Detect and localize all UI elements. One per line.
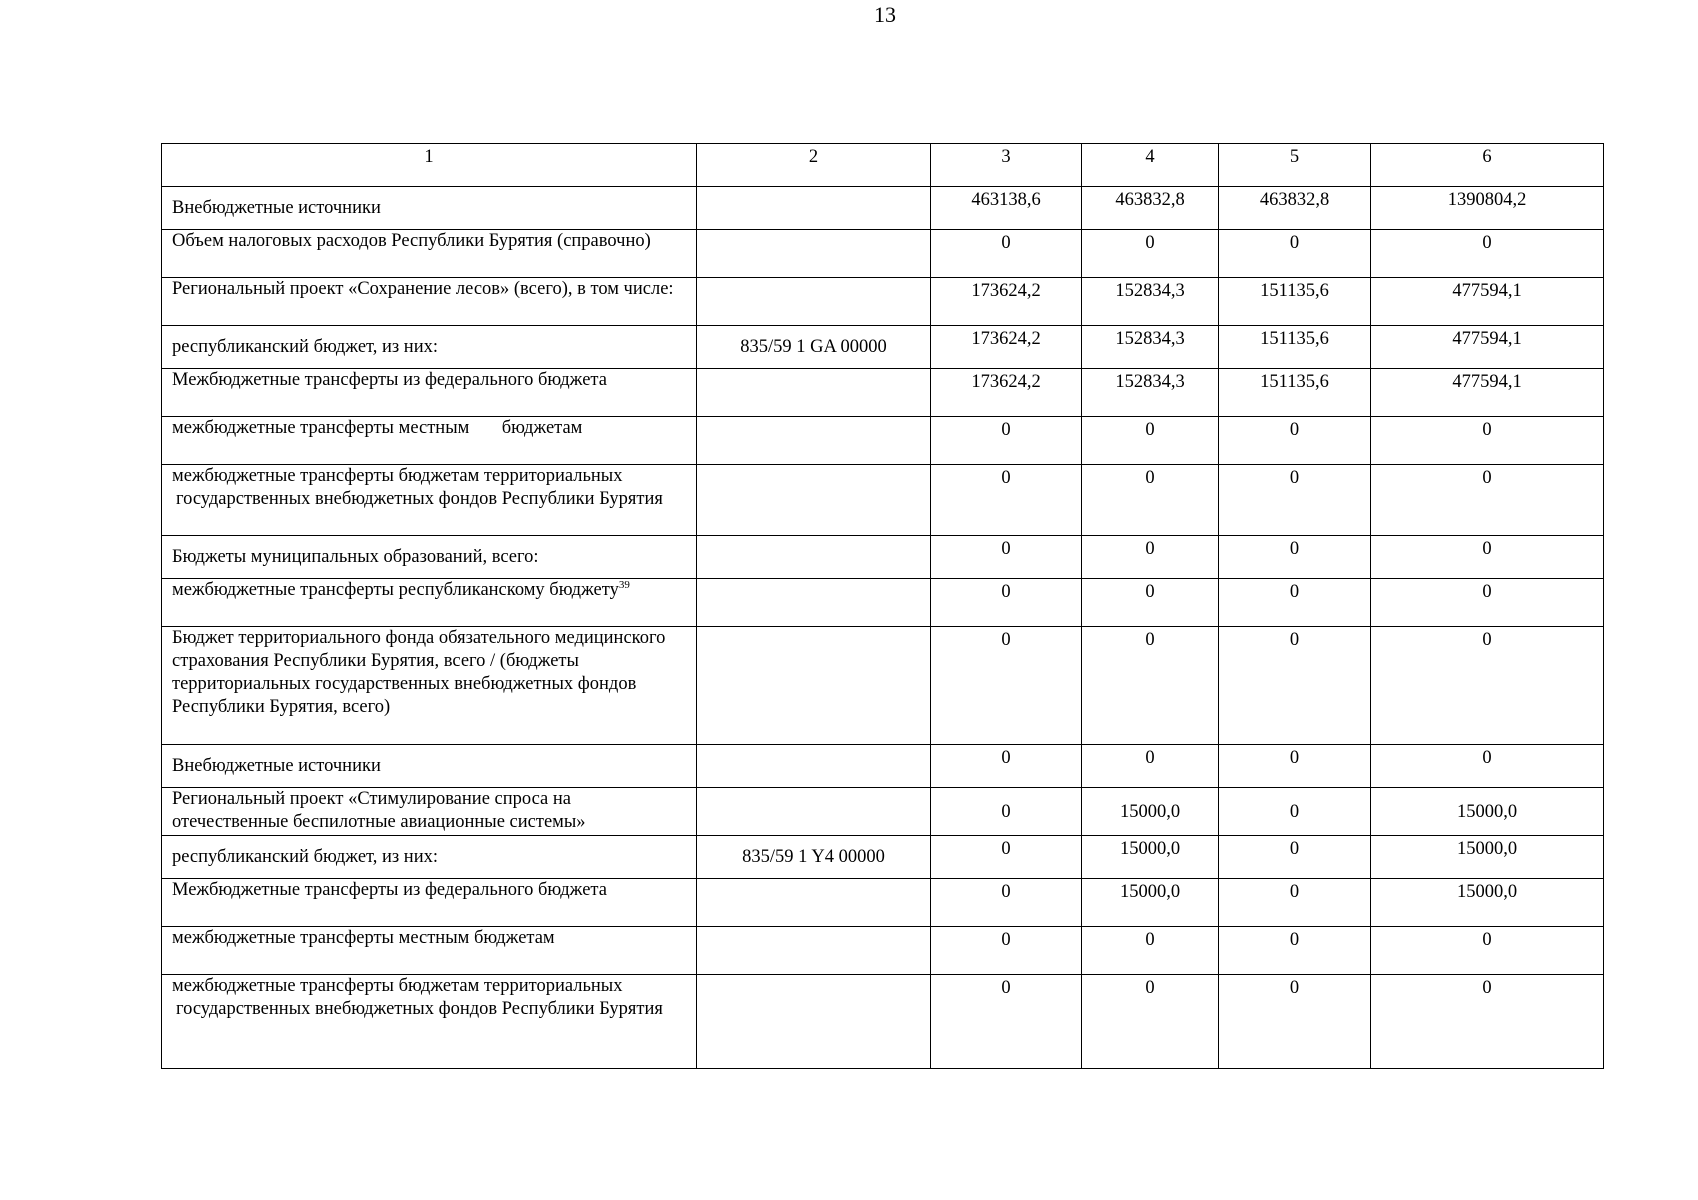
value-cell: 0: [931, 879, 1082, 927]
value-cell: 151135,6: [1219, 369, 1371, 417]
row-code: [697, 975, 931, 1069]
column-header: 2: [697, 144, 931, 187]
row-label: Региональный проект «Сохранение лесов» (всего), в том числе:: [162, 278, 697, 326]
value-cell: 0: [931, 627, 1082, 745]
value-cell: 0: [931, 465, 1082, 536]
row-label-text: межбюджетные трансферты бюджетам территориальных государственных внебюджетных фондов Республики Бурятия: [172, 976, 663, 1019]
table-row: [162, 927, 1604, 975]
value-cell: 477594,1: [1371, 369, 1604, 417]
row-label: Бюджет территориального фонда обязательного медицинского страхования Республики Бурятия, всего / (бюджеты территориальных государственных внебюджетных фондов Республики Бурятия, всего): [162, 627, 697, 745]
value-cell: 0: [931, 417, 1082, 465]
value-cell: 152834,3: [1082, 278, 1219, 326]
table-row: [162, 788, 1604, 836]
value-cell: 15000,0: [1082, 879, 1219, 927]
row-code: [697, 417, 931, 465]
value-cell: 0: [931, 230, 1082, 278]
budget-table: [161, 143, 1604, 1069]
value-cell: 0: [1082, 230, 1219, 278]
row-label: Внебюджетные источники: [162, 187, 697, 230]
row-code: [697, 230, 931, 278]
row-code: [697, 879, 931, 927]
value-cell: 0: [1082, 465, 1219, 536]
row-label: межбюджетные трансферты местным бюджетам: [162, 417, 697, 465]
row-code: [697, 465, 931, 536]
table-row: [162, 536, 1604, 579]
row-code: [697, 627, 931, 745]
value-cell: 0: [1371, 745, 1604, 788]
row-label: Объем налоговых расходов Республики Бурятия (справочно): [162, 230, 697, 278]
value-cell: 0: [1082, 417, 1219, 465]
table-row: [162, 278, 1604, 326]
value-cell: 0: [931, 927, 1082, 975]
row-label: республиканский бюджет, из них:: [162, 836, 697, 879]
table-row: [162, 465, 1604, 536]
value-cell: 0: [1082, 627, 1219, 745]
row-label-text: Межбюджетные трансферты из федерального бюджета: [172, 370, 607, 390]
value-cell: 0: [1371, 536, 1604, 579]
value-cell: 0: [931, 836, 1082, 879]
value-cell: 152834,3: [1082, 369, 1219, 417]
row-label: республиканский бюджет, из них:: [162, 326, 697, 369]
value-cell: 0: [1082, 536, 1219, 579]
row-label: [162, 465, 697, 536]
column-header: 6: [1371, 144, 1604, 187]
value-cell: 151135,6: [1219, 326, 1371, 369]
value-cell: 0: [1371, 927, 1604, 975]
table-row: [162, 836, 1604, 879]
value-cell: 0: [1219, 417, 1371, 465]
value-cell: 0: [1219, 879, 1371, 927]
row-label: Внебюджетные источники: [162, 745, 697, 788]
column-header: 4: [1082, 144, 1219, 187]
value-cell: 0: [1371, 230, 1604, 278]
row-code: [697, 579, 931, 627]
table-row: [162, 187, 1604, 230]
value-cell: 0: [1219, 836, 1371, 879]
value-cell: 0: [931, 536, 1082, 579]
value-cell: 15000,0: [1371, 879, 1604, 927]
table-row: [162, 417, 1604, 465]
footnote-marker: 39: [618, 578, 630, 591]
table-row: [162, 627, 1604, 745]
value-cell: 0: [1219, 788, 1371, 836]
value-cell: 151135,6: [1219, 278, 1371, 326]
value-cell: 15000,0: [1371, 788, 1604, 836]
table-row: [162, 369, 1604, 417]
value-cell: 0: [1219, 536, 1371, 579]
value-cell: 0: [1219, 579, 1371, 627]
value-cell: 0: [1219, 230, 1371, 278]
row-label-words: межбюджетные трансферты республиканскому бюджету: [172, 580, 619, 600]
row-label: [162, 369, 697, 417]
row-label: Бюджеты муниципальных образований, всего:: [162, 536, 697, 579]
value-cell: 477594,1: [1371, 326, 1604, 369]
value-cell: 0: [931, 975, 1082, 1069]
row-label-text: межбюджетные трансферты бюджетам территориальных государственных внебюджетных фондов Республики Бурятия: [172, 466, 663, 509]
table-row: [162, 879, 1604, 927]
value-cell: 0: [1371, 975, 1604, 1069]
table-row: [162, 745, 1604, 788]
value-cell: 0: [931, 788, 1082, 836]
value-cell: 0: [1082, 579, 1219, 627]
row-label: Региональный проект «Стимулирование спроса на отечественные беспилотные авиационные системы»: [162, 788, 697, 836]
header-row: [162, 144, 1604, 187]
row-code: [697, 187, 931, 230]
value-cell: 0: [1371, 417, 1604, 465]
page-number: 13: [874, 2, 896, 27]
value-cell: 15000,0: [1371, 836, 1604, 879]
row-code: [697, 278, 931, 326]
row-label: [162, 579, 697, 627]
row-code: [697, 745, 931, 788]
table-row: [162, 579, 1604, 627]
value-cell: 0: [931, 745, 1082, 788]
value-cell: 0: [1219, 745, 1371, 788]
row-code: [697, 927, 931, 975]
row-code: [697, 788, 931, 836]
value-cell: 0: [931, 579, 1082, 627]
value-cell: 173624,2: [931, 369, 1082, 417]
row-label-text: [172, 579, 688, 602]
value-cell: 0: [1082, 975, 1219, 1069]
value-cell: 1390804,2: [1371, 187, 1604, 230]
row-label: [162, 975, 697, 1069]
row-code: [697, 369, 931, 417]
value-cell: 0: [1371, 627, 1604, 745]
column-header: 1: [162, 144, 697, 187]
row-code: [697, 536, 931, 579]
table-row: [162, 975, 1604, 1069]
value-cell: 0: [1082, 927, 1219, 975]
value-cell: 173624,2: [931, 326, 1082, 369]
row-label-text: Межбюджетные трансферты из федерального бюджета: [172, 880, 607, 900]
value-cell: 15000,0: [1082, 836, 1219, 879]
row-code: 835/59 1 GA 00000: [697, 326, 931, 369]
value-cell: 173624,2: [931, 278, 1082, 326]
value-cell: 0: [1219, 927, 1371, 975]
value-cell: 463832,8: [1219, 187, 1371, 230]
column-header: 3: [931, 144, 1082, 187]
row-label: [162, 879, 697, 927]
value-cell: 152834,3: [1082, 326, 1219, 369]
value-cell: 0: [1371, 579, 1604, 627]
value-cell: 0: [1219, 465, 1371, 536]
table-row: [162, 230, 1604, 278]
value-cell: 463832,8: [1082, 187, 1219, 230]
value-cell: 0: [1219, 627, 1371, 745]
row-label: межбюджетные трансферты местным бюджетам: [162, 927, 697, 975]
value-cell: 0: [1082, 745, 1219, 788]
table-row: [162, 326, 1604, 369]
value-cell: 463138,6: [931, 187, 1082, 230]
value-cell: 15000,0: [1082, 788, 1219, 836]
value-cell: 0: [1371, 465, 1604, 536]
value-cell: 477594,1: [1371, 278, 1604, 326]
value-cell: 0: [1219, 975, 1371, 1069]
column-header: 5: [1219, 144, 1371, 187]
row-code: 835/59 1 Y4 00000: [697, 836, 931, 879]
